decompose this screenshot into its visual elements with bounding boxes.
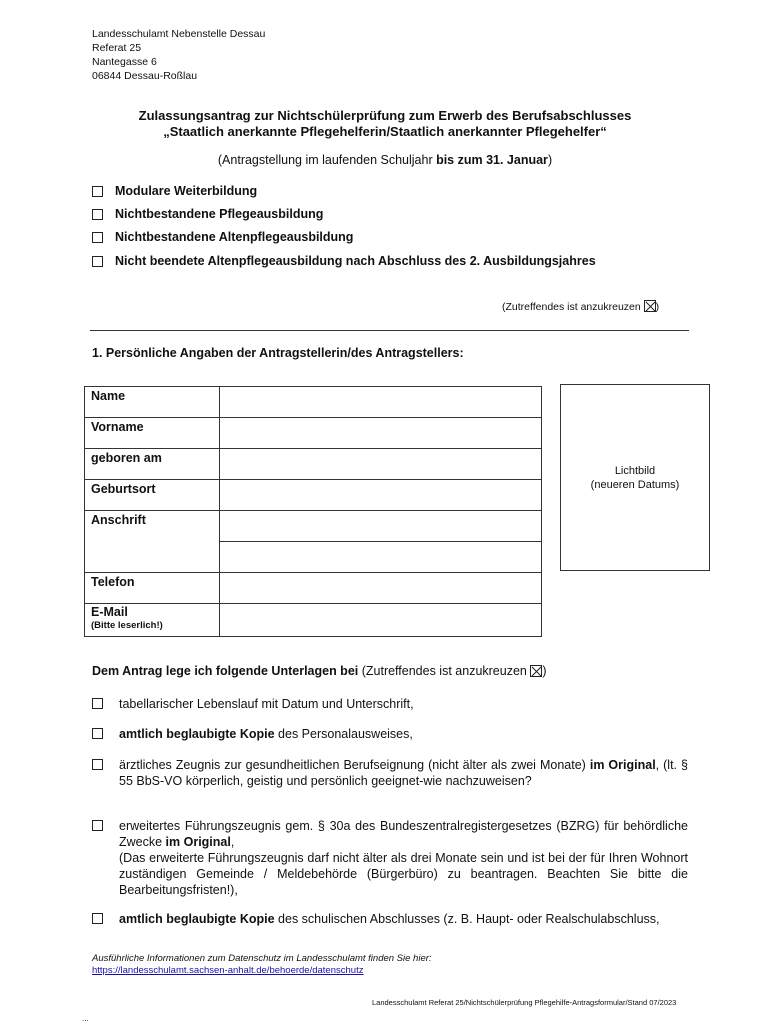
personal-data-table bbox=[84, 386, 542, 637]
address-line: Referat 25 bbox=[92, 42, 142, 54]
option-label: Nicht beendete Altenpflegeausbildung nach Abschluss des 2. Ausbildungsjahres bbox=[115, 254, 596, 268]
email-note: (Bitte leserlich!) bbox=[91, 620, 163, 631]
checkbox-empty-icon[interactable] bbox=[92, 913, 103, 924]
photo-label: Lichtbild bbox=[614, 464, 656, 477]
address-line: Landesschulamt Nebenstelle Dessau bbox=[92, 28, 266, 40]
document-item-personalausweis[interactable] bbox=[92, 726, 688, 742]
tick-instruction bbox=[502, 300, 659, 313]
document-item-aerztliches-zeugnis[interactable] bbox=[92, 757, 688, 789]
document-text-bold: amtlich beglaubigte Kopie bbox=[119, 727, 275, 741]
document-item-schulabschluss[interactable] bbox=[92, 911, 688, 927]
document-text-a: erweitertes Führungszeugnis gem. § 30a des Bundeszentralregistergesetzes (BZRG) für behördliche Zwecke bbox=[119, 819, 688, 849]
vorname-field[interactable] bbox=[220, 418, 542, 449]
document-text-a: ärztliches Zeugnis zur gesundheitlichen Berufseignung (nicht älter als zwei Monate) bbox=[119, 758, 586, 772]
document-text-b: , bbox=[230, 835, 235, 849]
form-title-line2: „Staatlich anerkannte Pflegehelferin/Staatlich anerkannter Pflegehelfer“ bbox=[163, 124, 607, 139]
vorname-label: Vorname bbox=[85, 418, 220, 449]
form-version: Landesschulamt Referat 25/Nichtschülerprüfung Pflegehilfe-Antragsformular/Stand 07/2023 bbox=[372, 998, 677, 1007]
checkbox-crossed-icon bbox=[530, 665, 542, 677]
document-text-bold: im Original bbox=[165, 835, 231, 849]
document-text bbox=[119, 911, 688, 927]
deadline-note bbox=[60, 153, 710, 167]
document-item-lebenslauf[interactable] bbox=[92, 696, 688, 712]
anschrift-field-line2[interactable] bbox=[220, 542, 542, 573]
sender-address bbox=[92, 27, 265, 83]
option-modulare-weiterbildung[interactable] bbox=[92, 184, 257, 198]
document-text-rest: des schulischen Abschlusses (z. B. Haupt- oder Realschulabschluss, bbox=[274, 912, 660, 926]
privacy-text: Ausführliche Informationen zum Datenschutz im Landesschulamt finden Sie hier: bbox=[92, 953, 432, 964]
page-ellipsis: ... bbox=[82, 1014, 89, 1023]
documents-heading-bold: Dem Antrag lege ich folgende Unterlagen bei bbox=[92, 664, 359, 678]
option-altenpflegeausbildung[interactable] bbox=[92, 230, 353, 244]
checkbox-empty-icon[interactable] bbox=[92, 209, 103, 220]
form-title bbox=[60, 108, 710, 140]
photo-note: (neueren Datums) bbox=[590, 478, 680, 491]
tick-instruction-close: ) bbox=[655, 301, 660, 313]
checkbox-empty-icon[interactable] bbox=[92, 820, 103, 831]
anschrift-field-line1[interactable] bbox=[220, 511, 542, 542]
document-text-b: , (lt. § 55 BbS-VO körperlich, geistig und persönlich geeignet-wie nachzuweisen? bbox=[119, 758, 688, 788]
document-text bbox=[119, 726, 688, 742]
photo-box[interactable] bbox=[560, 384, 710, 571]
checkbox-empty-icon[interactable] bbox=[92, 759, 103, 770]
geboren-label: geboren am bbox=[85, 449, 220, 480]
document-text-rest: des Personalausweises, bbox=[274, 727, 413, 741]
divider bbox=[90, 330, 689, 331]
checkbox-empty-icon[interactable] bbox=[92, 728, 103, 739]
document-text-c: (Das erweiterte Führungszeugnis darf nicht älter als drei Monate sein und ist bei der für Ihren Wohnort zuständigen Gemeinde / Meldebehörde (Bürgerbüro) zu beantragen. Beachten Sie bitte die Bearbeitungsfristen!), bbox=[119, 851, 688, 897]
form-title-line1: Zulassungsantrag zur Nichtschülerprüfung zum Erwerb des Berufsabschlusses bbox=[138, 108, 632, 123]
privacy-link[interactable]: https://landesschulamt.sachsen-anhalt.de/behoerde/datenschutz bbox=[92, 965, 364, 976]
deadline-date: bis zum 31. Januar bbox=[436, 153, 548, 167]
document-text-bold: amtlich beglaubigte Kopie bbox=[119, 912, 275, 926]
email-label-cell bbox=[85, 604, 220, 637]
option-label: Modulare Weiterbildung bbox=[115, 184, 258, 198]
option-label: Nichtbestandene Altenpflegeausbildung bbox=[115, 230, 354, 244]
telefon-field[interactable] bbox=[220, 573, 542, 604]
checkbox-empty-icon[interactable] bbox=[92, 256, 103, 267]
geburtsort-field[interactable] bbox=[220, 480, 542, 511]
geboren-field[interactable] bbox=[220, 449, 542, 480]
privacy-note bbox=[92, 953, 432, 977]
section-heading: 1. Persönliche Angaben der Antragstellerin/des Antragstellers: bbox=[92, 346, 464, 360]
option-label: Nichtbestandene Pflegeausbildung bbox=[115, 207, 324, 221]
document-item-fuehrungszeugnis[interactable] bbox=[92, 818, 688, 898]
name-field[interactable] bbox=[220, 387, 542, 418]
documents-heading-rest: (Zutreffendes ist anzukreuzen bbox=[358, 664, 527, 678]
geburtsort-label: Geburtsort bbox=[85, 480, 220, 511]
address-line: Nantegasse 6 bbox=[92, 56, 157, 68]
document-text bbox=[119, 757, 688, 789]
deadline-prefix: (Antragstellung im laufenden Schuljahr bbox=[217, 153, 437, 167]
checkbox-empty-icon[interactable] bbox=[92, 232, 103, 243]
checkbox-empty-icon[interactable] bbox=[92, 698, 103, 709]
address-line: 06844 Dessau-Roßlau bbox=[92, 70, 198, 82]
documents-heading bbox=[92, 664, 547, 678]
document-text: tabellarischer Lebenslauf mit Datum und Unterschrift, bbox=[119, 697, 414, 711]
document-text-bold: im Original bbox=[589, 758, 656, 772]
tick-instruction-text: (Zutreffendes ist anzukreuzen bbox=[502, 301, 641, 313]
deadline-suffix: ) bbox=[547, 153, 553, 167]
anschrift-label: Anschrift bbox=[85, 511, 220, 573]
name-label: Name bbox=[85, 387, 220, 418]
documents-heading-close: ) bbox=[542, 664, 547, 678]
option-pflegeausbildung[interactable] bbox=[92, 207, 323, 221]
document-text bbox=[119, 818, 688, 898]
option-nicht-beendete-ausbildung[interactable] bbox=[92, 254, 596, 268]
checkbox-empty-icon[interactable] bbox=[92, 186, 103, 197]
email-label: E-Mail bbox=[91, 605, 128, 619]
email-field[interactable] bbox=[220, 604, 542, 637]
checkbox-crossed-icon bbox=[644, 300, 656, 312]
telefon-label: Telefon bbox=[85, 573, 220, 604]
